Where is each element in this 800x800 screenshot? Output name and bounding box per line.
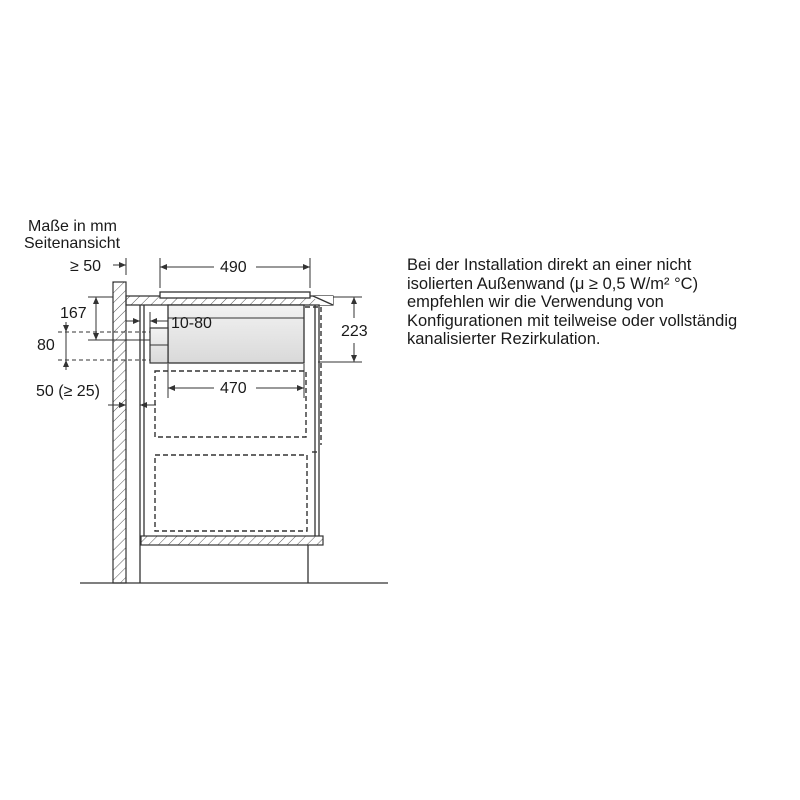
note-line: Konfigurationen mit teilweise oder vollständig — [407, 311, 738, 330]
svg-text:80: 80 — [37, 337, 55, 354]
svg-text:490: 490 — [220, 259, 247, 276]
note-line: Bei der Installation direkt an einer nicht — [407, 256, 692, 274]
dimension-hob-width — [160, 258, 310, 288]
dimension-rear-gap — [36, 383, 156, 413]
view-label: Seitenansicht — [24, 235, 121, 252]
svg-text:167: 167 — [60, 305, 87, 322]
dimension-duct-size — [37, 322, 150, 370]
installation-note — [407, 256, 787, 349]
dimension-wall-gap — [70, 258, 126, 275]
note-line: empfehlen wir die Verwendung von — [407, 293, 664, 312]
svg-text:10-80: 10-80 — [171, 315, 212, 332]
units-label: Maße in mm — [28, 218, 117, 235]
dimension-unit-width — [168, 364, 304, 398]
wall — [113, 282, 126, 583]
hob-unit — [168, 305, 304, 363]
svg-text:223: 223 — [341, 323, 368, 340]
plinth — [141, 536, 323, 583]
duct-connector — [150, 328, 168, 363]
note-line: isolierten Außenwand (μ ≥ 0,5 W/m² °C) — [407, 274, 699, 293]
dimension-hob-depth — [318, 297, 368, 362]
svg-text:≥ 50: ≥ 50 — [70, 258, 102, 275]
lower-drawer-dashed — [155, 455, 307, 531]
hob-glass — [160, 292, 310, 298]
svg-text:50 (≥ 25): 50 (≥ 25) — [36, 383, 100, 400]
svg-text:470: 470 — [220, 380, 247, 397]
note-line: kanalisierter Rezirkulation. — [407, 330, 601, 349]
